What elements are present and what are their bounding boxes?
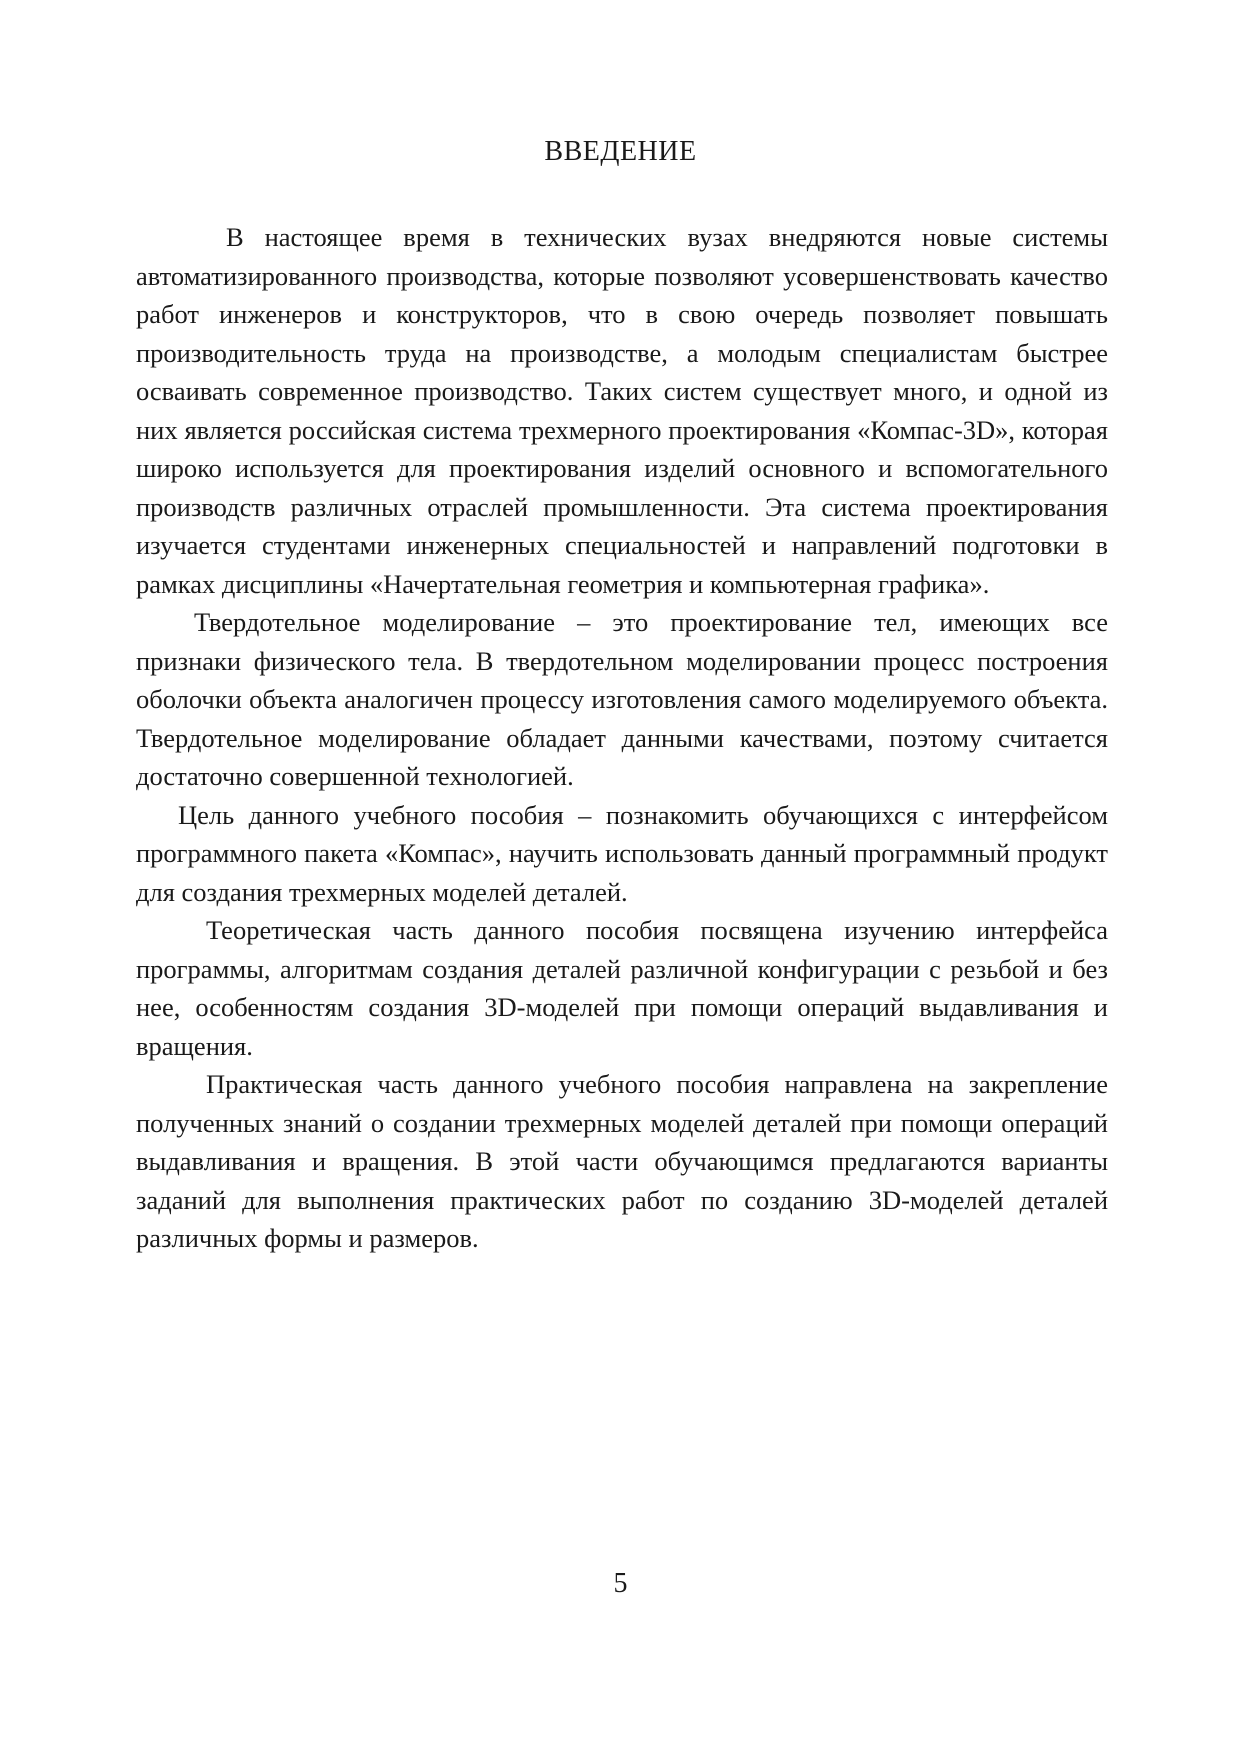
page-title: ВВЕДЕНИЕ <box>544 136 697 167</box>
body-text <box>136 218 1108 1258</box>
paragraph-practice: Практическая часть данного учебного пособия направлена на закрепление полученных знаний о создании трехмерных моделей деталей при помощи операций выдавливания и вращения. В этой части обучающимся предлагаются варианты заданий для выполнения практических работ по созданию 3D-моделей деталей различных формы и размеров. <box>136 1069 1108 1253</box>
paragraph-solid-modeling: Твердотельное моделирование – это проектирование тел, имеющих все признаки физического тела. В твердотельном моделировании процесс построения оболочки объекта аналогичен процессу изготовления самого моделируемого объекта. Твердотельное моделирование обладает данными качествами, поэтому считается достаточно совершенной технологией. <box>136 607 1108 791</box>
paragraph-intro: В настоящее время в технических вузах внедряются новые системы автоматизированного производства, которые позволяют усовершенствовать качество работ инженеров и конструкторов, что в свою очередь позволяет повышать производительность труда на производстве, а молодым специалистам быстрее осваивать современное производство. Таких систем существует много, и одной из них является российская система трехмерного проектирования «Компас-3D», которая широко используется для проектирования изделий основного и вспомогательного производств различных отраслей промышленности. Эта система проектирования изучается студентами инженерных специальностей и направлений подготовки в рамках дисциплины «Начертательная геометрия и компьютерная графика». <box>136 222 1108 599</box>
page-number: 5 <box>613 1568 628 1599</box>
paragraph-goal: Цель данного учебного пособия – познакомить обучающихся с интерфейсом программного пакета «Компас», научить использовать данный программный продукт для создания трехмерных моделей деталей. <box>136 799 1108 907</box>
paragraph-theory: Теоретическая часть данного пособия посвящена изучению интерфейса программы, алгоритмам создания деталей различной конфигурации с резьбой и без нее, особенностям создания 3D-моделей при помощи операций выдавливания и вращения. <box>136 915 1108 1061</box>
